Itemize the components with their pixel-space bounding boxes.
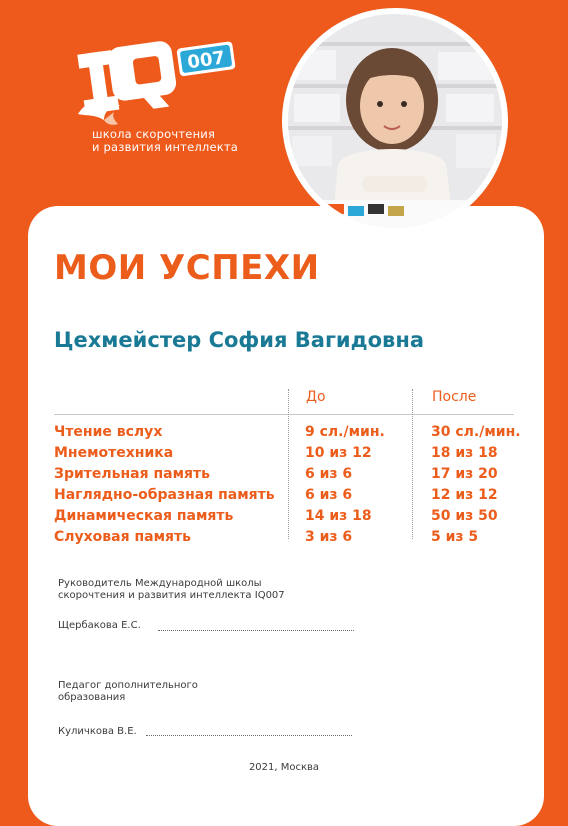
skill-before: 6 из 6 bbox=[305, 487, 353, 503]
student-name: Цехмейстер София Вагидовна bbox=[54, 328, 425, 352]
skill-before: 14 из 18 bbox=[305, 508, 372, 524]
school-logo bbox=[74, 36, 244, 156]
skill-after: 17 из 20 bbox=[431, 466, 498, 482]
skill-after: 30 сл./мин. bbox=[431, 424, 521, 440]
skill-after: 5 из 5 bbox=[431, 529, 479, 545]
iq007-logo-icon bbox=[74, 36, 244, 128]
skill-name: Динамическая память bbox=[54, 508, 234, 524]
column-before-header: До bbox=[306, 389, 326, 405]
director-signature-line bbox=[158, 630, 354, 631]
page-title: МОИ УСПЕХИ bbox=[54, 248, 320, 288]
teacher-role-line1: Педагог дополнительного bbox=[58, 680, 198, 691]
logo-tagline-line1: школа скорочтения bbox=[92, 127, 216, 141]
teacher-signature-line bbox=[146, 735, 352, 736]
director-role-line1: Руководитель Международной школы bbox=[58, 578, 262, 589]
student-photo bbox=[288, 14, 502, 228]
skill-before: 6 из 6 bbox=[305, 466, 353, 482]
skill-before: 9 сл./мин. bbox=[305, 424, 385, 440]
column-after-header: После bbox=[432, 389, 477, 405]
header-divider bbox=[54, 414, 514, 415]
skill-name: Слуховая память bbox=[54, 529, 191, 545]
skill-name: Зрительная память bbox=[54, 466, 210, 482]
table-row bbox=[0, 424, 568, 446]
skill-before: 3 из 6 bbox=[305, 529, 353, 545]
skill-before: 10 из 12 bbox=[305, 445, 372, 461]
table-row bbox=[0, 508, 568, 530]
logo-number: 007 bbox=[186, 47, 227, 74]
table-row bbox=[0, 487, 568, 509]
teacher-name: Куличкова В.Е. bbox=[58, 726, 137, 737]
skill-name: Наглядно-образная память bbox=[54, 487, 275, 503]
skill-name: Чтение вслух bbox=[54, 424, 163, 440]
director-name: Щербакова Е.С. bbox=[58, 620, 141, 631]
logo-tagline bbox=[92, 128, 242, 154]
logo-tagline-line2: и развития интеллекта bbox=[92, 140, 239, 154]
footer-place-date: 2021, Москва bbox=[248, 762, 320, 773]
table-row bbox=[0, 466, 568, 488]
skill-after: 50 из 50 bbox=[431, 508, 498, 524]
skill-after: 18 из 18 bbox=[431, 445, 498, 461]
director-role-line2: скорочтения и развития интеллекта IQ007 bbox=[58, 590, 285, 601]
skill-after: 12 из 12 bbox=[431, 487, 498, 503]
table-row bbox=[0, 445, 568, 467]
skill-name: Мнемотехника bbox=[54, 445, 174, 461]
table-row bbox=[0, 529, 568, 551]
teacher-role-line2: образования bbox=[58, 692, 126, 703]
